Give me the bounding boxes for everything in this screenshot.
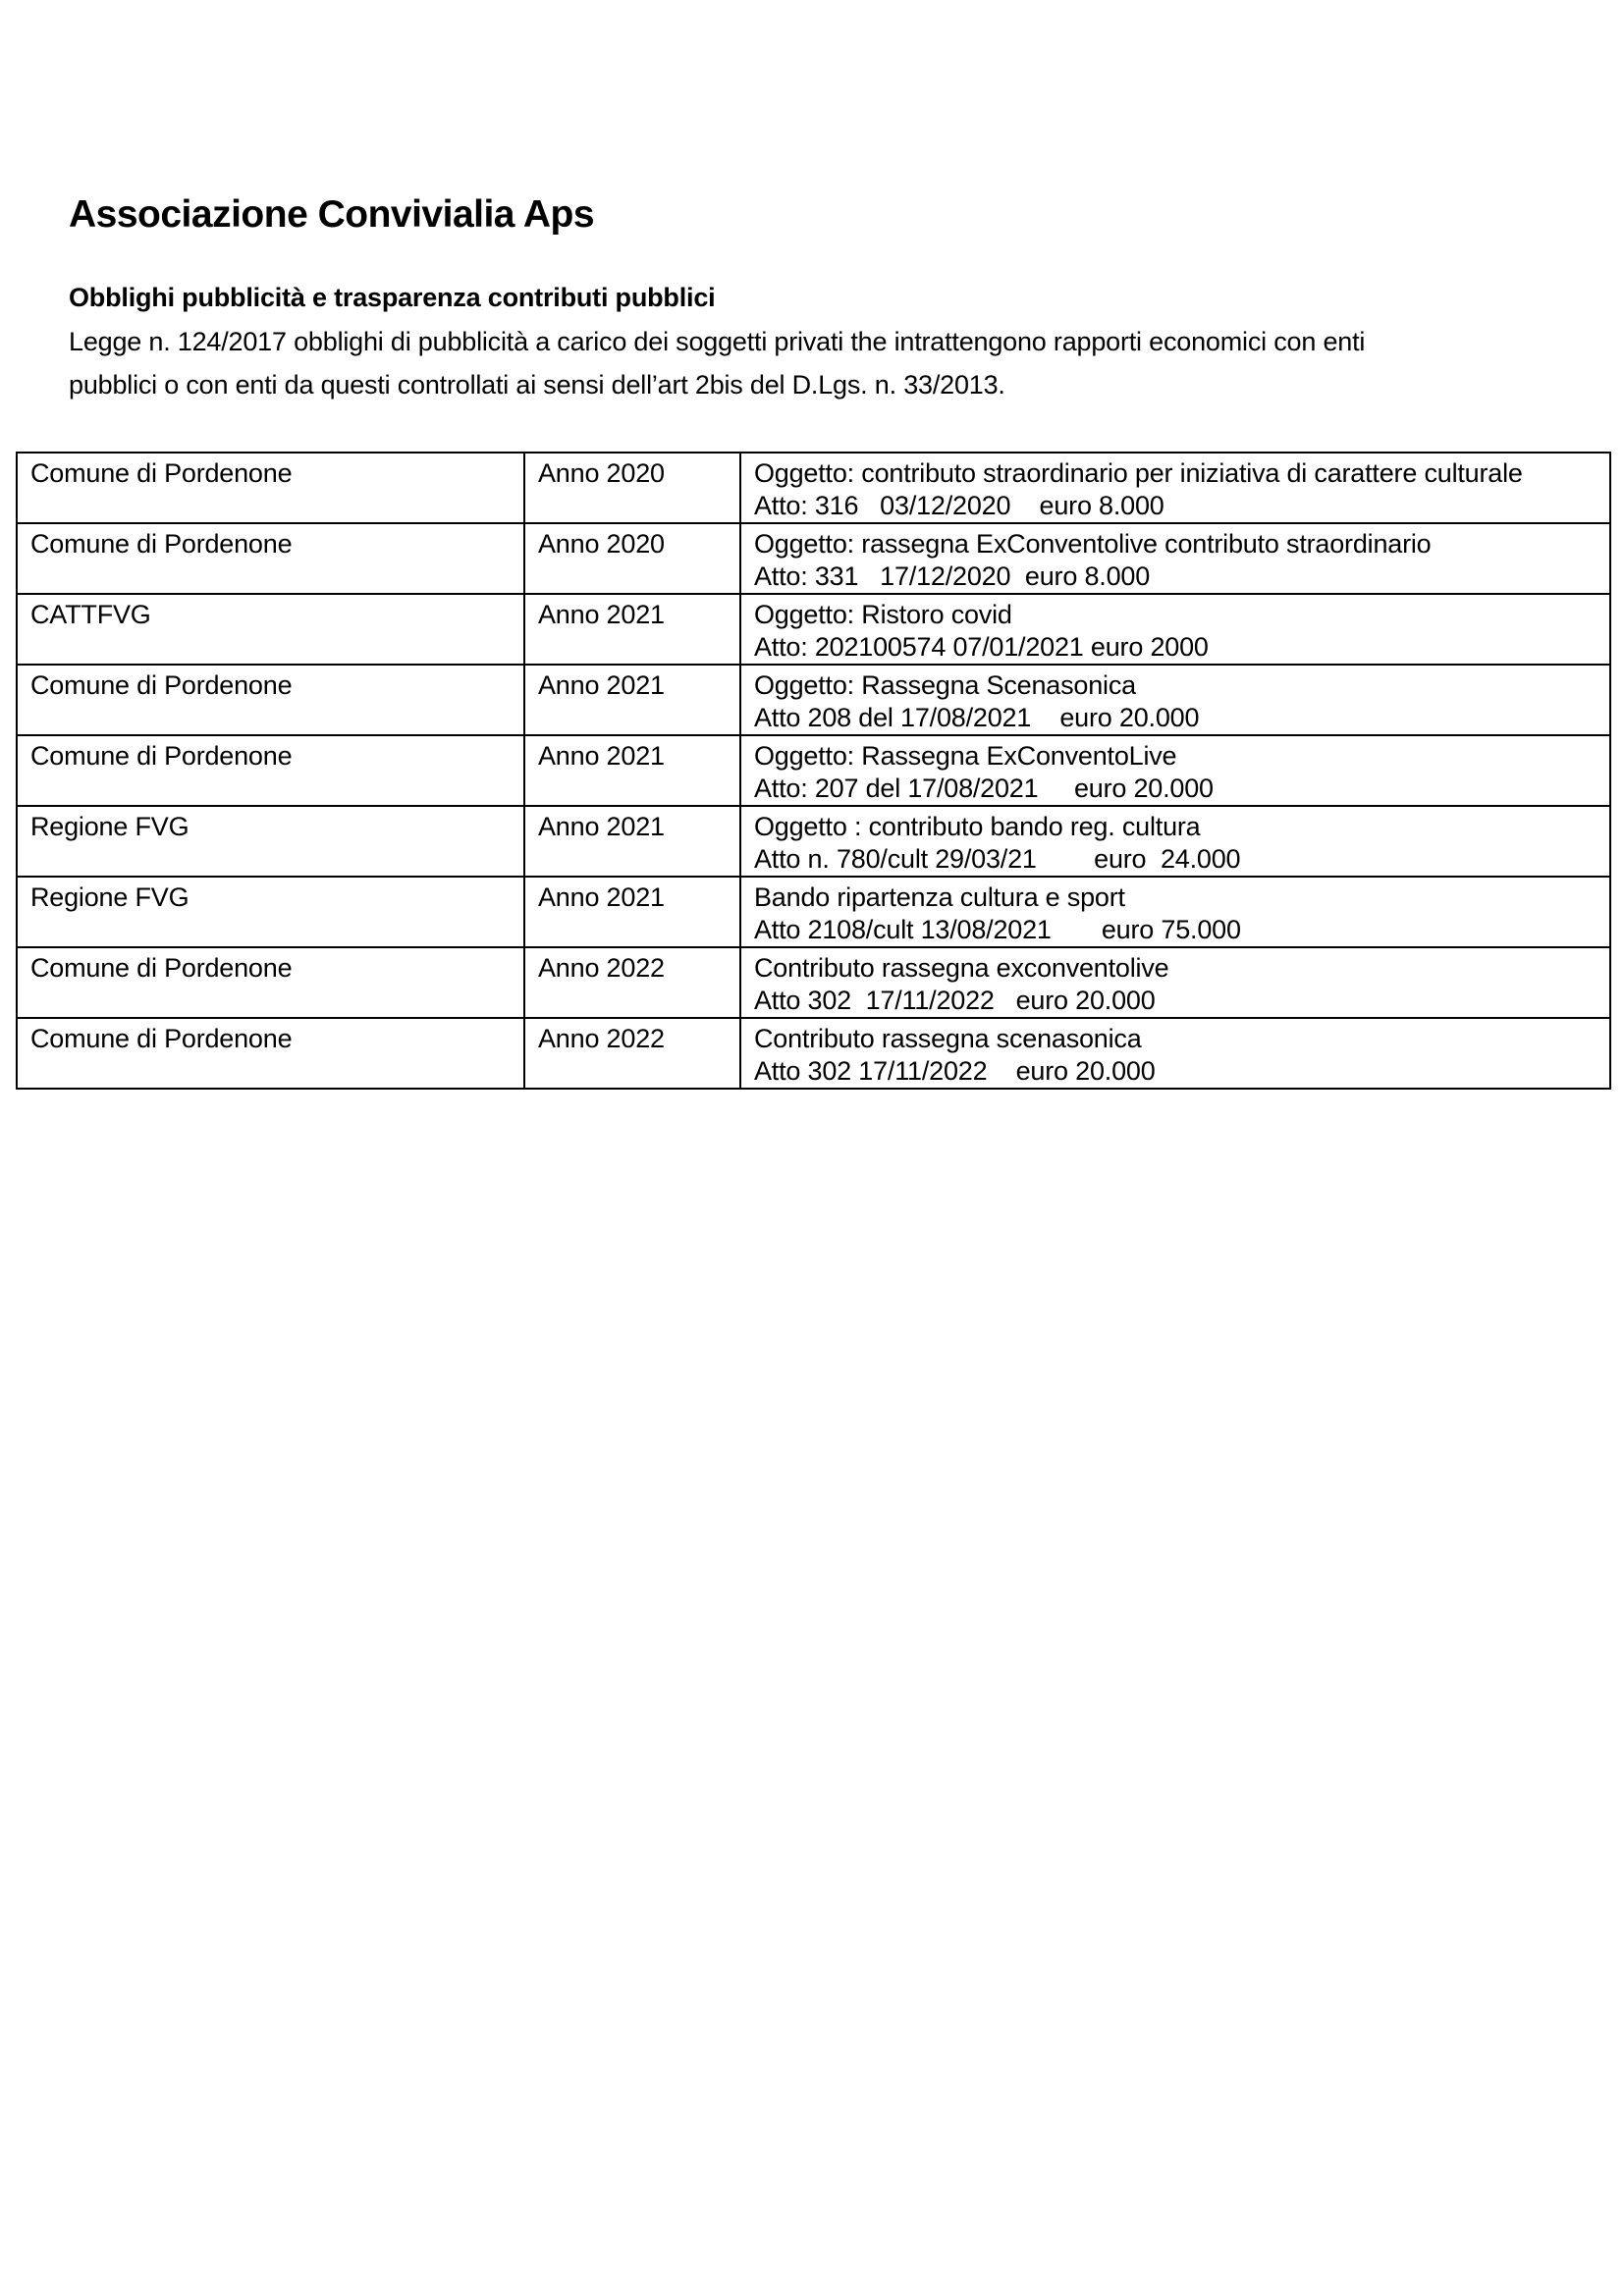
oggetto-line: Bando ripartenza cultura e sport xyxy=(754,882,1125,912)
ente-label: Comune di Pordenone xyxy=(30,670,293,700)
contributions-table xyxy=(16,452,1611,1090)
ente-label: Comune di Pordenone xyxy=(30,953,293,983)
cell-ente xyxy=(17,735,524,806)
cell-anno xyxy=(524,453,740,523)
cell-dettagli xyxy=(740,523,1610,594)
anno-label: Anno 2020 xyxy=(538,458,665,488)
atto-line: Atto 208 del 17/08/2021 euro 20.000 xyxy=(754,703,1200,732)
cell-ente xyxy=(17,806,524,877)
cell-dettagli xyxy=(740,665,1610,735)
ente-label: Comune di Pordenone xyxy=(30,458,293,488)
atto-line: Atto 302 17/11/2022 euro 20.000 xyxy=(754,986,1156,1015)
atto-line: Atto 302 17/11/2022 euro 20.000 xyxy=(754,1056,1156,1086)
anno-label: Anno 2022 xyxy=(538,1024,665,1053)
ente-label: Comune di Pordenone xyxy=(30,529,293,559)
section-heading: Obblighi pubblicità e trasparenza contributi pubblici xyxy=(69,283,716,312)
intro-paragraph xyxy=(69,320,1581,406)
anno-label: Anno 2021 xyxy=(538,882,665,912)
ente-label: Comune di Pordenone xyxy=(30,1024,293,1053)
table-row xyxy=(17,665,1610,735)
cell-anno xyxy=(524,947,740,1018)
cell-ente xyxy=(17,453,524,523)
anno-label: Anno 2021 xyxy=(538,600,665,629)
oggetto-line: Oggetto: contributo straordinario per iniziativa di carattere culturale xyxy=(754,458,1523,488)
anno-label: Anno 2021 xyxy=(538,670,665,700)
oggetto-line: Oggetto: Rassegna Scenasonica xyxy=(754,670,1136,700)
cell-ente xyxy=(17,1018,524,1089)
cell-dettagli xyxy=(740,1018,1610,1089)
contributions-table-body xyxy=(17,453,1610,1089)
atto-line: Atto n. 780/cult 29/03/21 euro 24.000 xyxy=(754,844,1241,874)
table-row xyxy=(17,1018,1610,1089)
cell-anno xyxy=(524,1018,740,1089)
ente-label: Regione FVG xyxy=(30,882,189,912)
intro-line-1: Legge n. 124/2017 obblighi di pubblicità a carico dei soggetti privati the intrattengono rapporti economici con enti xyxy=(69,327,1366,356)
atto-line: Atto 2108/cult 13/08/2021 euro 75.000 xyxy=(754,915,1241,944)
cell-ente xyxy=(17,594,524,665)
atto-line: Atto: 316 03/12/2020 euro 8.000 xyxy=(754,491,1164,520)
cell-anno xyxy=(524,523,740,594)
atto-line: Atto: 202100574 07/01/2021 euro 2000 xyxy=(754,632,1209,662)
page-title: Associazione Convivialia Aps xyxy=(69,193,595,236)
ente-label: CATTFVG xyxy=(30,600,151,629)
oggetto-line: Oggetto: Ristoro covid xyxy=(754,600,1012,629)
oggetto-line: Contributo rassegna exconventolive xyxy=(754,953,1169,983)
cell-dettagli xyxy=(740,453,1610,523)
cell-dettagli xyxy=(740,594,1610,665)
ente-label: Comune di Pordenone xyxy=(30,741,293,771)
cell-anno xyxy=(524,735,740,806)
table-row xyxy=(17,523,1610,594)
cell-anno xyxy=(524,877,740,947)
oggetto-line: Oggetto : contributo bando reg. cultura xyxy=(754,812,1201,841)
anno-label: Anno 2020 xyxy=(538,529,665,559)
cell-ente xyxy=(17,523,524,594)
table-row xyxy=(17,806,1610,877)
intro-line-2: pubblici o con enti da questi controllati ai sensi dell’art 2bis del D.Lgs. n. 33/2013. xyxy=(69,370,1005,400)
cell-anno xyxy=(524,594,740,665)
table-row xyxy=(17,735,1610,806)
anno-label: Anno 2022 xyxy=(538,953,665,983)
anno-label: Anno 2021 xyxy=(538,741,665,771)
cell-anno xyxy=(524,806,740,877)
anno-label: Anno 2021 xyxy=(538,812,665,841)
cell-ente xyxy=(17,665,524,735)
table-row xyxy=(17,877,1610,947)
cell-ente xyxy=(17,947,524,1018)
ente-label: Regione FVG xyxy=(30,812,189,841)
oggetto-line: Oggetto: Rassegna ExConventoLive xyxy=(754,741,1177,771)
cell-dettagli xyxy=(740,735,1610,806)
atto-line: Atto: 331 17/12/2020 euro 8.000 xyxy=(754,561,1151,591)
cell-dettagli xyxy=(740,806,1610,877)
oggetto-line: Contributo rassegna scenasonica xyxy=(754,1024,1142,1053)
table-row xyxy=(17,453,1610,523)
table-row xyxy=(17,594,1610,665)
atto-line: Atto: 207 del 17/08/2021 euro 20.000 xyxy=(754,774,1214,803)
cell-dettagli xyxy=(740,877,1610,947)
oggetto-line: Oggetto: rassegna ExConventolive contributo straordinario xyxy=(754,529,1432,559)
cell-dettagli xyxy=(740,947,1610,1018)
table-row xyxy=(17,947,1610,1018)
cell-ente xyxy=(17,877,524,947)
cell-anno xyxy=(524,665,740,735)
